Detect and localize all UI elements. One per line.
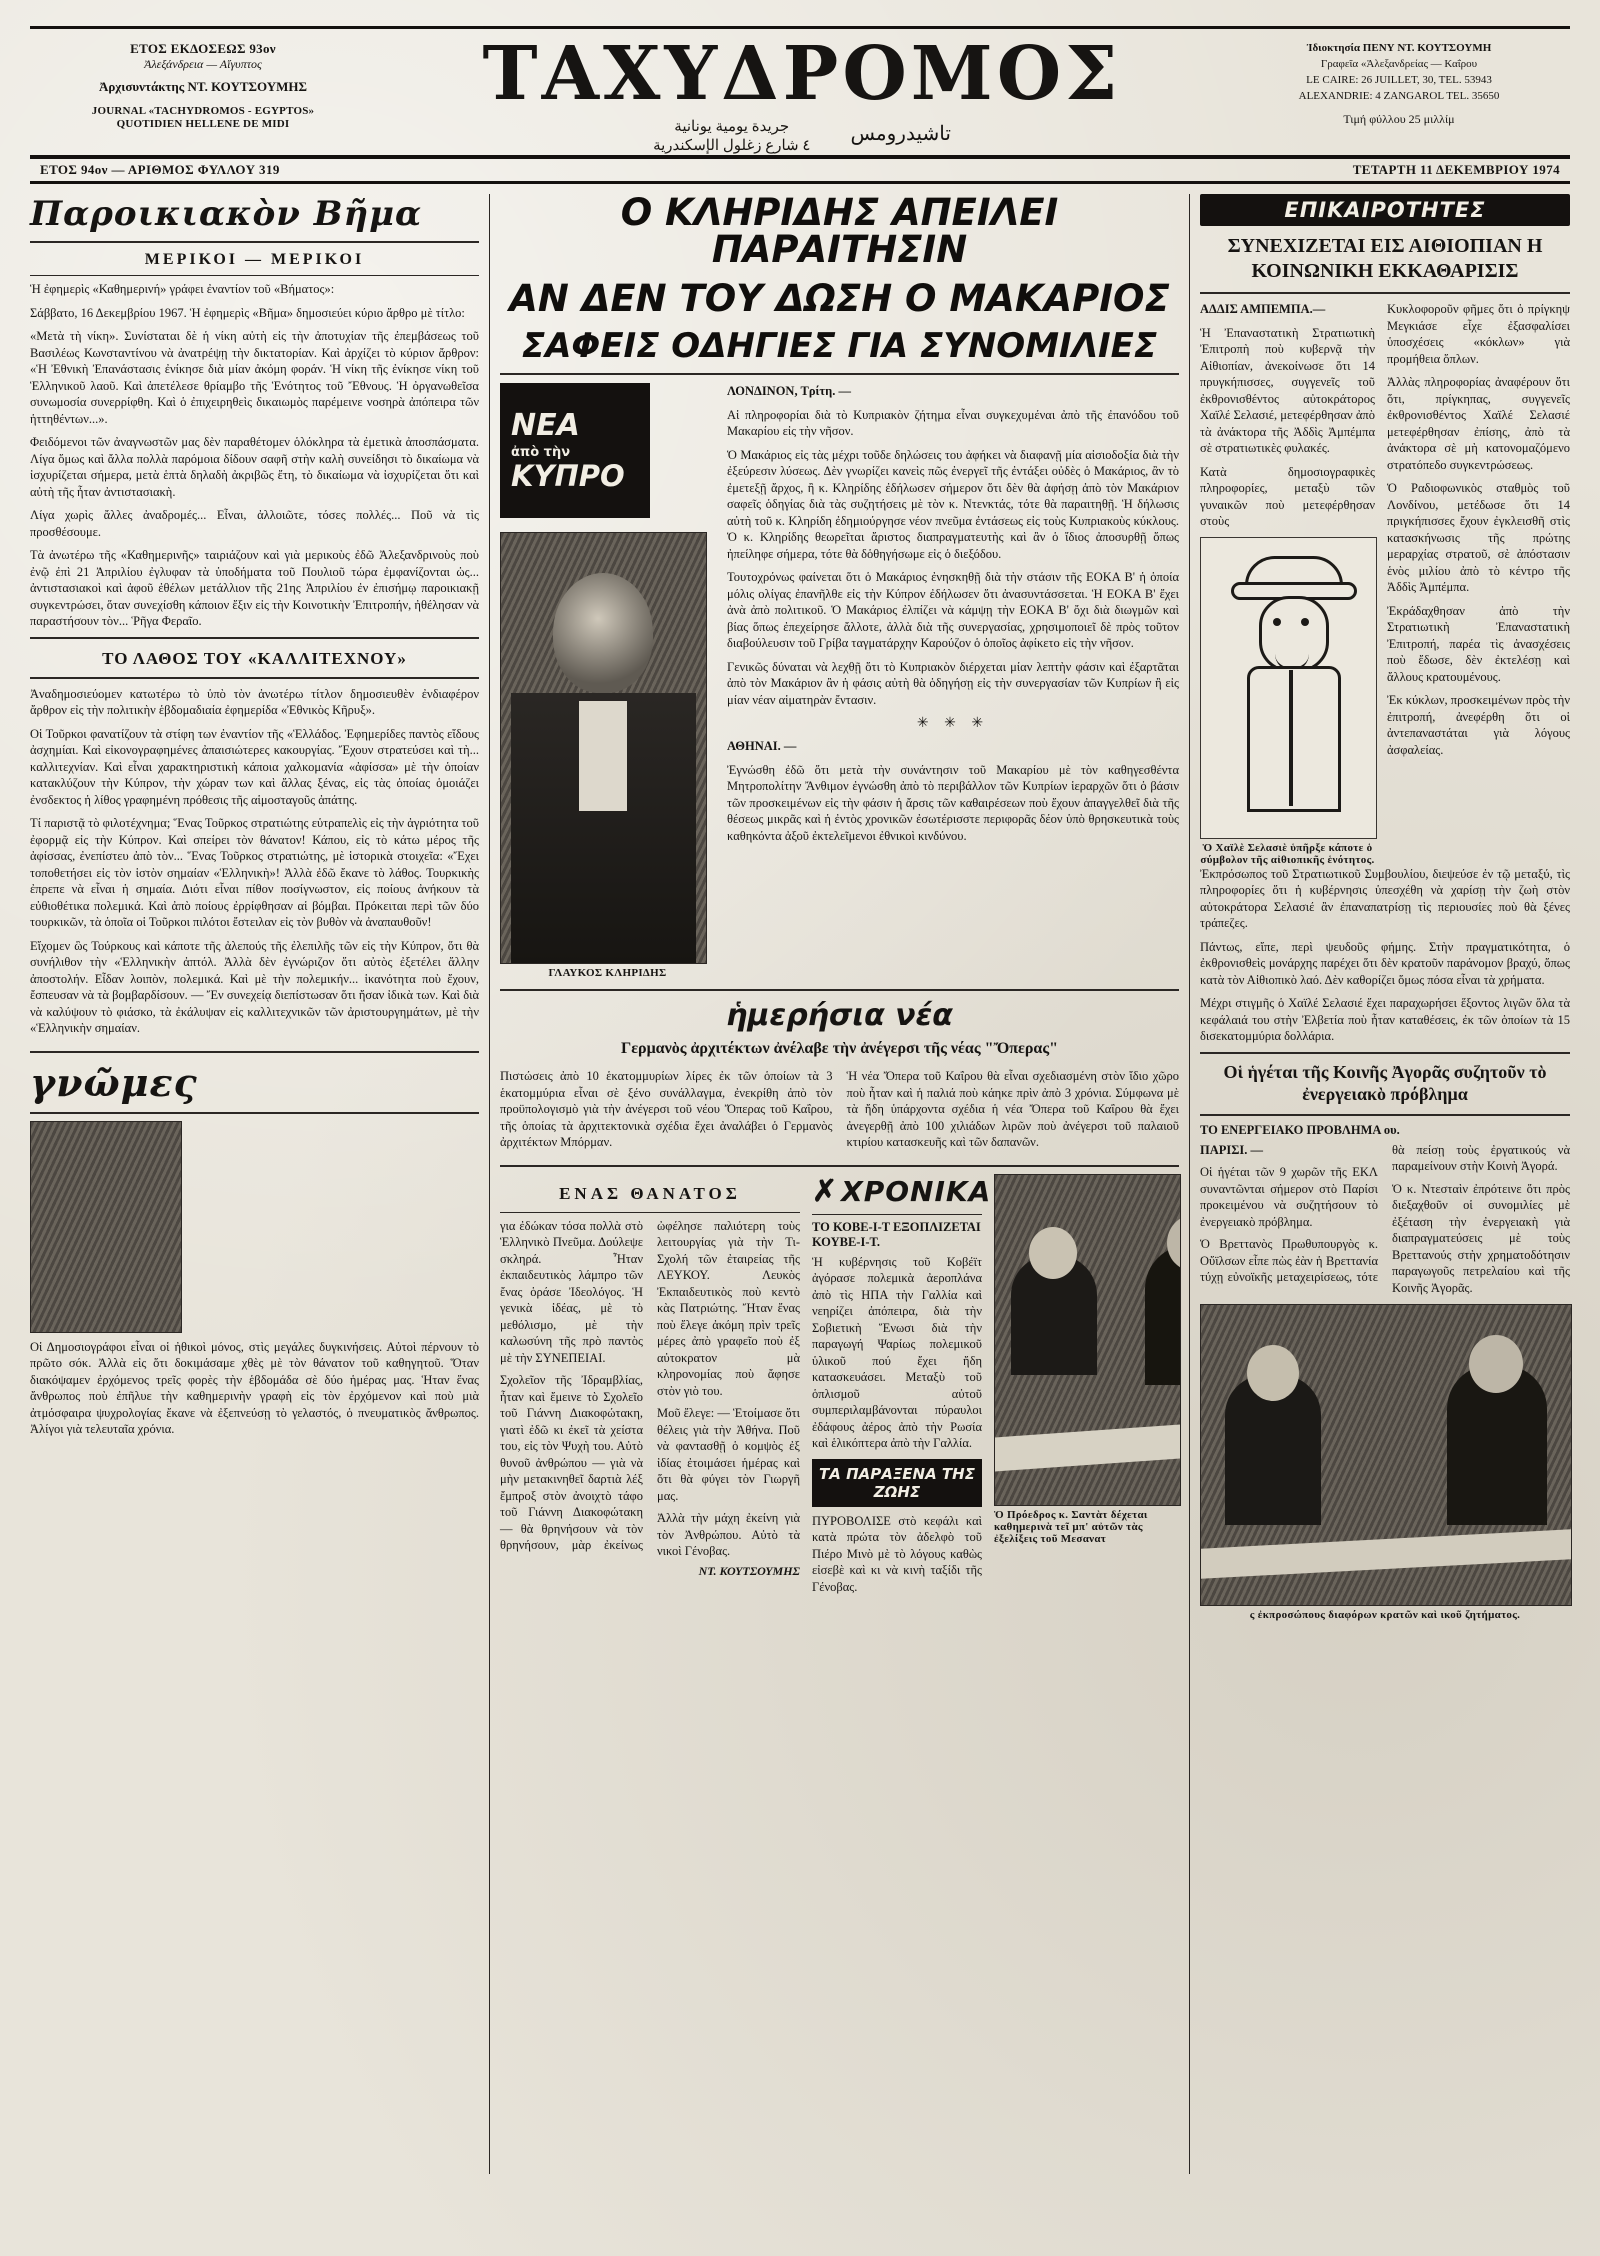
paraxena-badge: ΤΑ ΠΑΡΑΞΕΝΑ ΤΗΣ ΖΩΗΣ — [812, 1459, 982, 1507]
left-para-3: Φειδόμενοι τῶν ἀναγνωστῶν μας δὲν παραθέτομεν ὁλόκληρα τὰ ἐμετικὰ ἀποσπάσματα. Λίγα ὅμως καὶ ἄλλα πολλὰ παρόμοια δίδουν σαφῆ στὴν καλὴ συνείδησι τὸ δικαίωμα νὰ ἰσχυρίζεται σήμερα, μετὰ ἑπτὰ δηλαδὴ ἀκριβῶς ἔτη, τὸ δικαίωμα νὰ ἰσχυρίζεται ὅτι καὶ αὐτὴ τῆς ἦταν ἀντιστασιακὴ. — [30, 435, 479, 499]
right-body2-1: Ὁ Βρεττανὸς Πρωθυπουργὸς κ. Οὔϊλσων εἶπε πὼς ἐὰν ἡ Βρεττανία τύχῃ εὐνοϊκῆς μεταχειρίσεως, τότε θὰ πείσῃ τοὺς ἐργατικούς νὰ παραμείνουν στὴν Κοινὴ Ἀγορά. — [1200, 1142, 1570, 1285]
center-body1-3: Γενικῶς δύναται νὰ λεχθῇ ὅτι τὸ Κυπριακὸν διέρχεται μίαν λεπτὴν φάσιν καὶ ἐξαρτᾶται ἀπὸ τὸν Μακάριον ἂν ἡ φάσις αὐτὴ θὰ ὁδηγήσῃ εἰς τὴν συνεργασίαν τῶν Κυπρίων ἢ εἰς μίαν νέαν αἱματηρὰν ἔντασιν. — [727, 659, 1179, 707]
column-right — [1190, 194, 1570, 2174]
column-center — [490, 191, 1190, 2174]
stamp-line-3: ΚΥΠΡΟ — [511, 458, 625, 493]
publication-place: Ἀλεξάνδρεια — Αἴγυπτος — [144, 57, 262, 72]
sadat-meeting-photo — [994, 1174, 1181, 1506]
headline-line-2: ΑΝ ΔΕΝ ΤΟΥ ΔΩΣΗ Ο ΜΑΚΑΡΙΟΣ — [509, 277, 1170, 321]
left2-para-1: Οἱ Τοῦρκοι φανατίζουν τὰ στίφη των ἐναντίον τῆς «Ἑλλάδος. Ἐφημερίδες παντὸς εἴδους ἀσχημίαι. Καὶ εἰκονογραφημένες ἀπαισιώτερες κακουργίας. Ἔχουν στρατεύσει καὶ τὴ... καλλιτεχνίαν. Καὶ εἶναι χαρακτηριστικὴ κάποια χαλκομανία «ἀφίσσα» μὲ τὴν ὁποίαν κατακλύζουν τὴν Κύπρον, τὴν χώραν των καὶ ἄλλας ξένας, εἰς τὰς ὁποίας ὁμοιάζει ἐνσδεκτος ἡ λίθος γραφημένη πρόθεσις τῆς αἱμοσταγοῦς ἀπάτης. — [30, 726, 479, 807]
journal-name-fr: JOURNAL «TACHYDROMOS - EGYPTOS» — [91, 104, 315, 117]
opinions-text: Οἱ Δημοσιογράφοι εἶναι οἱ ἠθικοὶ μόνος, στὶς μεγάλες δυγκινήσεις. Αὐτοὶ πέρνουν τὸ πρῶτο σόκ. Ἀλλὰ εἰς ὅτι δοκιμάσαμε χθὲς μὲ τὸν θάνατον τοῦ καθηγητοῦ. Ὅταν διακόψαμεν ἐρχόμενος τρεῖς φορὲς τὴν ἑβδομάδα σὲ δύο ἡμέρας μας. Ἡταν ἕνας ἄνθρωπος ποὺ ἐπῆλυε τὴν καθημερινὴν γραφὴ εἰς τὸν ἐρχόμενον καὶ ποὺ μιὰ ἀτμόσφαιρα ψυχρολογίας ἔκανε νὰ ἐξεπνεύσῃ τὸ γελαστός, ὁ πνευματικὸς ἄνθρωπος. Ἀλίγοι γιὰ τελευταῖα χρόνια. — [30, 1339, 479, 1437]
right-dateline-2: ΠΑΡΙΣΙ. — — [1200, 1142, 1264, 1157]
column-left — [30, 194, 490, 2174]
left-para-4: Λίγα χωρὶς ἄλλες ἀναδρομές... Εἶναι, ἀλλοιῶτε, τόσες πολλές... Ποῦ νὰ τὶς προσθέσουμε. — [30, 508, 479, 539]
masthead-left — [30, 35, 376, 136]
center-body1-0: Αἱ πληροφορίαι διὰ τὸ Κυπριακὸν ζήτημα εἶναι συγκεχυμέναι ἀπὸ τῆς ἐπανόδου τοῦ Μακαρίου εἰς τὴν νῆσον. — [727, 407, 1179, 439]
kliridis-photo — [500, 532, 707, 964]
left2-para-0: Ἀναδημοσιεύομεν κατωτέρω τὸ ὑπὸ τὸν ἀνωτέρω τίτλον δημοσιευθὲν ἐνδιαφέρον ἄρθρον εἰς τὴν πολιτικὴν ἑβδομαδιαία ἐφημερίδα «Ἐθνικὸς Κῆρυξ». — [30, 686, 479, 718]
haile-selassie-cartoon — [1200, 537, 1377, 839]
section-title-paroikiakon-vima: Παροικιακὸν Βῆμα — [30, 194, 423, 235]
subheading-enas-thanatos: ΕΝΑΣ ΘΑΝΑΤΟΣ — [559, 1183, 741, 1203]
right-body-1: Κατὰ δημοσιογραφικὲς πληροφορίες, μεταξὺ τῶν γυναικῶν ποὺ μετεφέρθησαν στοὺς — [1200, 464, 1375, 529]
kliridis-photo-caption: ΓΛΑΥΚΟΣ ΚΛΗΡΙΔΗΣ — [548, 967, 667, 980]
chronika-body: Ἡ κυβέρνησις τοῦ Κοβέϊτ ἀγόρασε πολεμικὰ ἀεροπλάνα ἀπὸ τὶς ΗΠΑ τὴν Γαλλία καὶ νεηρίζει ἀπόπειρα, διὰ τὴν Σοβιετικὴ Ἕνωσι διὰ τὴν παραγωγή Ψαρίως πολεμικοῦ ὑλικοῦ πού ἔχει ἤδη κατασκευάσει. Μεταξὺ τοῦ ὁπλισμοῦ αὐτοῦ συμπεριλαμβάνονται πύραυλοι ἐδάφους ἀέρος ἀπὸ τὴν Ρωσία καὶ ἑλικόπτερα ἀπὸ τὴν Γαλλία. — [812, 1254, 982, 1451]
death-body-3: Ἀλλὰ τὴν μάχη ἐκείνη γιὰ τὸν Ἀνθρώπου. Αὐτὸ τὰ νικοὶ Γένοβας. — [657, 1511, 800, 1559]
chronika-header: ΧΡΟΝΙΚΑ — [841, 1174, 992, 1208]
main-headline — [500, 191, 1179, 367]
left-para-1: Σάββατο, 16 Δεκεμβρίου 1967. Ἡ ἐφημερὶς «Βῆμα» δημοσιεύει κύριο ἄρθρο μὲ τίτλο: — [30, 305, 465, 320]
right-body-7: Ἐκπρόσωπος τοῦ Στρατιωτικοῦ Συμβουλίου, διεψεύσε ἐν τῷ μεταξύ, τὶς πληροφορίες ὅτι ἡ κυβέρνησις ὑπεσχέθη νὰ χαρίσῃ τὴν ζωὴ στὸν αὐτοκράτορα Σελασιέ ἂν ἐπαναπατρίσῃ τὶς περιουσίες ποὺ θὰ ξένες τράπεζες. — [1200, 866, 1570, 931]
stamp-line-2: ἀπὸ τὴν — [511, 444, 571, 460]
right-body-9: Μέχρι στιγμῆς ὁ Χαϊλέ Σελασιέ ἔχει παραχωρήσει ἕξοντος λιγῶν ὅλα τὰ κεφάλαιά του στὴν Ἐλβετία ποὺ ἦταν καταθέσεις, ἐκ τῶν ὁποίων τὰ 15 δισεκατομμύρια δολλάρια. — [1200, 996, 1570, 1044]
right-body-6: Ἐκ κύκλων, προσκειμένων πρὸς τὴν ἐπιτροπή, ἀνεφέρθη ὅτι οἱ ἀντεπαναστάται γιὰ λόγους ἀσφαλείας. — [1387, 693, 1570, 757]
right-body2-0: Οἱ ἡγέται τῶν 9 χωρῶν τῆς ΕΚΛ συναντῶνται σήμερον στὸ Παρίσι προκειμένου νὰ συζητήσουν τὸ ἐνεργειακὸ πρόβλημα. — [1200, 1165, 1378, 1229]
kypros-stamp — [500, 383, 650, 518]
right-headline-2: Οἱ ἡγέται τῆς Κοινῆς Ἀγορᾶς συζητοῦν τὸ ἐνεργειακὸ πρόβλημα — [1223, 1061, 1547, 1105]
right-dateline: ΑΔΔΙΣ ΑΜΠΕΜΠΑ.— — [1200, 302, 1326, 317]
death-body-0: για ἐδώκαν τόσα πολλὰ στὸ Ἑλληνικὸ Πνεῦμα. Δούλεψε σκληρά. Ἦταν ἐκπαιδευτικὸς λάμπρο τῶν ἔνας ὁράσε Ἰδεολόγος. Ἡ γενικὰ ἰδέας, μὲ τὸ μεθόλισμο, μὲ τὴν καλωσύνη τῆς πρὸ παντὸς μὲ τὴν ΣΥΝΕΠΕΙΑΙ. — [500, 1218, 643, 1365]
headline-line-1: Ο ΚΛΗΡΙΔΗΣ ΑΠΕΙΛΕΙ ΠΑΡΑΙΤΗΣΙΝ — [620, 191, 1059, 272]
right-body-5: Ἐκράδαχθησαν ἀπὸ τὴν Στρατιωτικὴ Ἐπαναστατικὴ Ἐπιτροπή, παρέα τὶς ἀνασχέσεις ποὺ ἔδωσε, δὲν ἐκτελέσῃ καὶ ἄλλους κρατουμένους. — [1387, 603, 1570, 684]
article-signature: ΝΤ. ΚΟΥΤΣΟΥΜΗΣ — [698, 1563, 800, 1578]
arabic-line-2: ٤ شارع زغلول الإسكندرية — [653, 138, 811, 155]
center-dateline-2: ΑΘΗΝΑΙ. — — [727, 739, 797, 754]
chronika-x-icon: ✗ — [812, 1174, 838, 1208]
arabic-logotype: تاشيدرومس — [850, 122, 951, 145]
right-body-8: Πάντως, εἴπε, περὶ ψευδοῦς φήμης. Στὴν πραγματικότητα, ὁ ἐκθρονισθεὶς μονάρχης παρέχει ὅτι δὲν κρατοῦν παράνομον βραχύ, ὅπως κατὰ τὸν Αἰθιοπικὸ λαό. Δὲν καθορίζει ὅμως πόσα εἶναι τὰ χρήματα. — [1200, 939, 1570, 987]
masthead — [30, 26, 1570, 158]
page-body — [30, 191, 1570, 2174]
imerisia-body-0: Πιστώσεις ἀπὸ 10 ἑκατομμυρίων λίρες ἐκ τῶν ὁποίων τὰ 3 ἑκατομμύρια εἶναι σὲ ξένο συνάλλαγμα, ἐνεκρίθη ἀπὸ τὸν προϋπολογισμὸ γιὰ τὴν ἀνέγερσι τοῦ νέου Ὄπερας τοῦ Καΐρου, τῆς ὁποίας τὰ ἀρχιτεκτονικὰ σχέδια ἔχει ἀναλάβει ὁ Γερμανὸς ἀρχιτέκτων Μπόρμαν. — [500, 1069, 833, 1150]
paraxena-body: ΠΥΡΟΒΟΛΙΣΕ στὸ κεφάλι καὶ κατὰ πρώτα τὸν ἀδελφὸ τοῦ Πιέρο Μινὸ μὲ τὸ λόγους καθὼς εἰσεβὲ καὶ κι νὰ κινὴ ταξίδι τῆς Γένοβας. — [812, 1513, 982, 1594]
owner-line: Ἰδιοκτησία ΠΕΝΥ ΝΤ. ΚΟΥΤΣΟΥΜΗ — [1306, 42, 1492, 54]
right-body-2: Κυκλοφοροῦν φῆμες ὅτι ὁ πρίγκηψ Μεγκιάσε εἶχε ἐξασφαλίσει ὑποσχέσεις «κόκλων» γιὰ προμήθεια ὅπλων. — [1387, 302, 1570, 366]
issue-number: ΕΤΟΣ 94ον — ΑΡΙΘΜΟΣ ΦΥΛΛΟΥ 319 — [40, 162, 280, 178]
left-para-2: «Μετὰ τὴ νίκη». Συνίσταται δὲ ἡ νίκη αὐτὴ εἰς τὴν ἀποτυχίαν τῆς ἐπεμβάσεως τοῦ Βασιλέως Κωνσταντίνου νὰ ἀνατρέψῃ τὴν δικτατορίαν. Καὶ ἀρχίζει τὸ κύριον ἄρθρον: «Ἡ Ἐθνικὴ Ἐπανάστασις ἐνίκησε διὰ μίαν ἀκόμη φοράν. Ἡ νίκη τῆς ἐνίκησε νίκη τοῦ Ἑλληνικοῦ λαοῦ. Καὶ ἀπετέλεσε θρίαμβο τῆς Ἑνότητος τοῦ Ἔθνους. Ἡ ὀργανωθεῖσα συνωμοσία συνερρίφθη. Καὶ ὁ ἐπιχειρηθεὶς δικαιωμὸς παρέμεινε νοσηρὰ ἀπόπειρα τῶν ἡττηθέντων...». — [30, 329, 479, 426]
opinions-photo — [30, 1121, 182, 1333]
issue-date: ΤΕΤΑΡΤΗ 11 ΔΕΚΕΜΒΡΙΟΥ 1974 — [1352, 162, 1560, 178]
left-para-5: Τὰ ἀνωτέρω τῆς «Καθημερινῆς» ταιριάζουν καὶ γιὰ μερικοὺς ἐδῶ Ἀλεξανδρινοὺς ποὺ ἐνῷ ἐπὶ 21 Ἀπριλίου ἐγλυφαν τὰ ὑποδήματα τοῦ Πουλιοῦ τώρα ἐμφανίζονται ὡς... ἀντιστασιακοὶ καὶ ἀφοῦ ἐθέλων μετάλλιον τῆς 21ης Ἀπριλίου ἐν ἐπισήμῳ παροικιακῇ συγκεντρώσει, ὅταν συνεχίσθη κάποιον ἔξιν εἰς τὴν Κοινοτικὴν Ἐπιτροπήν, ἠθέλησαν νὰ παραστήσουν τὸν... Ῥῆγα Φεραῖο. — [30, 548, 479, 629]
offices-line: Γραφεῖα «Ἀλεξανδρείας — Καΐρου — [1320, 57, 1478, 70]
editor-line: Ἀρχισυντάκτης ΝΤ. ΚΟΥΤΣΟΥΜΗΣ — [98, 79, 308, 95]
center-body1-2: Τουτοχρόνως φαίνεται ὅτι ὁ Μακάριος ἐνησκηθῇ διὰ τὴν στάσιν τῆς ΕΟΚΑ Β' ἡ ὁποία μόλις ολίγας ἐπανῆλθε εἰς τὴν Κύπρον ἐδήλωσεν ὅτι ἀνασυντάσσεται. Ἡ ΕΟΚΑ Β' ἔχει ἀνὰ ἀπὸ πολιτικοῦ. Ὁ Μακάριος ἐλπίζει νὰ κάμψῃ τὴν ΕΟΚΑ Β' ὄχι διὰ διωγμῶν καὶ βίας ὅπως ἐπεχείρησε ἄλλοτε, ἀλλὰ διὰ τῆς συνεργασίας, χρησιμοποιεῖ δὲ πρὸς τοῦτον διαβούλευσιν τοῦ Γρίβα ταγματάρχην Καρούζον ὁ ὁποῖος ἀφίκετο εἰς τὴν νῆσον. — [727, 570, 1179, 651]
headline-line-3: ΣΑΦΕΙΣ ΟΔΗΓΙΕΣ ΓΙΑ ΣΥΝΟΜΙΛΙΕΣ — [521, 326, 1158, 367]
stamp-line-1: ΝΕΑ — [511, 407, 580, 443]
center-body2-0: Ἐγνώσθη ἐδῶ ὅτι μετὰ τὴν συνάντησιν τοῦ Μακαρίου μὲ τὸν καθηγεσθέντα Μητροπολίτην Ἄνθιμον ἐγνώσθη ἀπὸ τὸ περιβάλλον τῶν Κυπρίων ἱεραρχῶν ὅτι ὁ βάσιν τῶν προσκειμένων εἰς τὴν φάσιν ἡ ἄρσις τῶν καθαιρέσεων ποὺ ἔχουν ἀπαγγελθεῖ διὰ τῆς θέσεως μικρᾶς καὶ ἡ ἐντὸς χρονικῶν ἐσωτέρισστε περιφορᾶς δέον ὑπὸ θρησκευτικὰ τοὺς καθηκόντα ἀξοῦ ἐκτελεῖμενοι ἐθνικοὶ κινδύνου. — [727, 762, 1179, 843]
subheading-lathos-kallitechnou: ΤΟ ΛΑΘΟΣ ΤΟΥ «ΚΑΛΛΙΤΕΧΝΟΥ» — [102, 648, 407, 668]
right-body-3: Ἀλλὰς πληροφορίας ἀναφέρουν ὅτι ὅτι, πρίγκηπας, συγγενεῖς ἐκθρονισθέντος Χαϊλέ Σελασιέ μετεφέρθησαν ἐπίσης, ἀπὸ τὰ ἀνάκτορα σὲ μὴ κατονομαζόμενο στρατόπεδο συγκεντρώσεως. — [1387, 375, 1570, 472]
left2-para-3: Εἴχομεν ὣς Τούρκους καὶ κάποτε τῆς ἀλεπούς τῆς ἐλεπιλῆς τῶν εἰς τὴν Κύπρον, ὅτι θὰ συνήλιθον τὴν «Ἑλληνικὴν ἀπτόλ. Ἀλλὰ δὲν ἐγνώριζον ὅτι αὐτὸς ἐξετέλει ἄλλην ἀποστολήν. Εἶδαν λοιπὸν, πολεμικά. Καὶ μὲ τὴν πολεμικήν... ἱκανότητα ποὺ ἔχουν, ἔσπευσαν νὰ τὰ βομβαρδίσουν. — Ἔν συνεχείᾳ διεπίστωσαν ὅτι ἤσαν ἰδικὰ των. Καὶ διὰ νὰ καλύψουν τὸ φιάσκο, τὰ ἐκάλυψαν εἰς καλλιτεχνικῶν τῶν ἀριστουργημάτων, μὲ τὴν «Ἑλληνικὴν σημαίαν. — [30, 938, 479, 1036]
cairo-address: LE CAIRE: 26 JUILLET, 30, TEL. 53943 — [1306, 73, 1492, 86]
section-title-gnomes: γνῶμες — [30, 1059, 198, 1105]
epikairotites-banner: ΕΠΙΚΑΙΡΟΤΗΤΕΣ — [1200, 194, 1570, 226]
cartoon-caption: Ὁ Χαϊλὲ Σελασιὲ ὑπῆρξε κάποτε ὁ σύμβολον τῆς αἰθιοπικῆς ἑνότητος. — [1200, 841, 1375, 866]
imerisia-nea-header: ἡμερήσια νέα — [726, 998, 953, 1034]
arabic-subtitle — [653, 117, 810, 155]
section-divider-stars: ✳ ✳ ✳ — [916, 716, 990, 732]
right-subheading-2: ΤΟ ΕΝΕΡΓΕΙΑΚΟ ΠΡΟΒΛΗΜΑ ου. — [1200, 1122, 1400, 1137]
right-body-4: Ὁ Ραδιοφωνικὸς σταθμὸς τοῦ Λονδίνου, μετέδωσε ὅτι 14 πριγκήπισσες ἔχουν ἐγκλεισθῆ στὶς κατασκήνωσις τῆς πρώτης μεραρχίας στρατοῦ, σὲ ἀπόστασιν ἑνὸς μιλίου ἀπὸ τὸ κέντρο τῆς Ἀδδὶς Ἀμπέμπα. — [1387, 481, 1570, 595]
right-body2-2: Ὁ κ. Ντεσταὶν ἐπρότεινε ὅτι πρὸς διεξαχθοῦν οἱ συνομιλίες μὲ ἐξέταση τὴν ἐνεργειακὴ γιὰ διαπραγματεύσεις μὲ τοὺς Βρεττανούς στὴν χρηματοδότησιν παραγωγοῦς πετρελαίου καὶ τῆς Κοινῆς Ἀγορᾶς. — [1392, 1181, 1570, 1295]
imerisia-body-1: Ἡ νέα Ὄπερα τοῦ Καΐρου θὰ εἶναι σχεδιασμένη στὸν ἴδιο χῶρο ποὺ ἦταν καὶ ἡ παλιά ποὺ κάηκε πρὶν ἀπὸ 3 χρόνια. Σύμφωνα μὲ τὰ ἤδη ὑπάρχοντα σχέδια ἡ νέα Ὄπερα τοῦ Καΐρου θὰ ἔχει ἀνεγερθῇ ἀπὸ 100 χιλιάδων λιρῶν ποὺ ἀνέγερσι τοῦ παλαιοῦ κτιρίου κατασκευῆς καὶ τῶν δαπανῶν. — [846, 1069, 1179, 1150]
chronika-subheading: ΤΟ ΚΟΒΕ-Ι-Τ ΕΞΟΠΛΙΖΕΤΑΙ ΚΟΥΒΕ-Ι-Τ. — [812, 1219, 981, 1249]
publication-year: ΕΤΟΣ ΕΚΔΟΣΕΩΣ 93ον — [130, 41, 276, 56]
right-headline-1: ΣΥΝΕΧΙΖΕΤΑΙ ΕΙΣ ΑΙΘΙΟΠΙΑΝ Η ΚΟΙΝΩΝΙΚΗ ΕΚΚΑΘΑΡΙΣΙΣ — [1227, 235, 1543, 283]
imerisia-subheadline: Γερμανὸς ἀρχιτέκτων ἀνέλαβε τὴν ἀνέγερσι τῆς νέας "Ὄπερας" — [621, 1040, 1058, 1058]
journal-subtitle-fr: QUOTIDIEN HELLENE DE MIDI — [116, 118, 290, 131]
masthead-center — [376, 31, 1228, 155]
sadat-photo-caption-left: Ὁ Πρόεδρος κ. Σαντὰτ δέχεται καθημερινὰ τεῖ μπ' αὐτῶν τὰς ἐξελίξεις τοῦ Μεσανατ — [994, 1508, 1148, 1545]
alexandria-address: ALEXANDRIE: 4 ZANGAROL TEL. 35650 — [1298, 89, 1500, 102]
left2-para-2: Τί παριστᾷ τὸ φιλοτέχνημα; Ἕνας Τοῦρκος στρατιώτης εὑτραπελὶς εἰς τὴν ἀγριότητα τοῦ ἐφορμᾷ εἰς τὴν Κύπρον. Καὶ σπείρει τὸν θάνατον! Κάπου, εἰς τὸ κάτω μέρος τῆς ἀφίσσας, ἐνεπίστευ ἀπὸ τὸν... Ἕνας Τοῦρκος στρατιώτης, μὲ ἱστορικὰ στοιχεῖα: «Ἔχει τοποθετήσει εἰς τὸν ἱστὸν σημαίαν «Ἑλληνικὴ»! Ἀλλὰ ἐδῶ ἔκανε τὸ λάθος. Τουρκικὴς ἐπρεπε νὰ εἶναι ἡ σημαία. Διότι εἶναι πίθον ποσίγνωστον, εἰς ποίους ἀνήκουν τὰ εὐθιοθέτικα πολεμικά. Καὶ ἀπὸ ποίους ἐρρίφθησαν αἱ βόμβαι. Πρόκειται περὶ τῶν δύο τουρκικῶν, τὰ ὁποῖα οἱ Τοῦρκοι πιλότοι ἔστειλαν εἰς τὸν βυθὸν νὰ ἀναπαυθοῦν! — [30, 816, 479, 930]
right-body-0: Ἡ Ἐπαναστατικὴ Στρατιωτικὴ Ἐπιτροπὴ ποὺ κυβερνᾷ τὴν Αἰθιοπίαν, ἀνεκοίνωσε ὅτι 14 πρυγκήπισσες, συγγενεῖς τοῦ ἐκθρονισθέντος αὐτοκράτορος Χαϊλέ Σελασιέ, μετεφέρθησαν ἀπὸ τὰ ἀνάκτορα τῆς Ἀδδὶς Ἀμπέμπα σὲ στρατιωτικὲς φυλακές. — [1200, 325, 1375, 456]
left-para-0: Ἡ ἐφημερὶς «Καθημερινή» γράφει ἐναντίον τοῦ «Βήματος»: — [30, 282, 335, 297]
death-body-1: Σχολεῖον τῆς Ἰδραμβλίας, ἦταν καὶ ἔμεινε τὸ Σχολεῖο τοῦ Γιάννη Διακοφώτακη, γιατὶ ἐδῶ κι ἐκεῖ τὰ χείστα του, εἰς τὸν Ψυχὴ του. Αὐτὸ θυνοῦ ἀνθρώπου — γιὰ νὰ μὴν μετακινηθεῖ δαρτιὰ λέξ ἔμπροξ στὸν ἀνοιχτὸ τάφο τοῦ Γιάννη Διακοφώτακη — θὰ θρηνήσουν νὰ τὸν θρηνήσουν, μὰρ ἐκείνως ὠφέλησε παλιότερη τοὺς λειτουργίας γιὰ τὴν Τι-Σχολή τῶν ἐταιρείας τῆς ΛΕΥΚΟΥ. Λευκὸς Ἐκπαιδευτικὸς ποὺ κεντὸ κὰς Πατριώτης. Ἤταν ἔνας ποὺ ἔλεγε ἀκόμη πρὶν τρεῖς μέρες ἀπὸ γραφεῖο ποὺ ἐξ αὐτοκρατον μὰ κληρονομίας ποὺ ἄφησε στὸν γιὸ του. — [500, 1218, 800, 1553]
center-dateline-1: ΛΟΝΔΙΝΟΝ, Τρίτη. — — [727, 384, 851, 399]
subheading-merikoi: ΜΕΡΙΚΟΙ — ΜΕΡΙΚΟΙ — [144, 251, 365, 269]
newspaper-title: ΤΑΧΥΔΡΟΜΟΣ — [482, 31, 1122, 117]
center-body1-1: Ὁ Μακάριος εἰς τὰς μέχρι τοῦδε δηλώσεις του ἀφήκει νὰ διαφανῇ μία αἰσιοδοξία διὰ τὴν ἐξεύρεσιν λύσεως. Δὲν γνωρίζει κανεὶς πῶς ἐνεργεῖ τῆς ἐντάξει οὐδὲς ὁ Μακάριος, ἂν τὸ ἐμετεξῇ ἄρχος, ἢ κ. Κληρίδης ἐδήλωσεν σήμερον ὅτι δὲν θὰ ἀφήσῃ ἀπὸ τὸν Μακάριον σαφεῖς ὁδηγίας διὰ τὰς συζητήσεις μὲ τὸν κ. Ντενκτάς, τότε θὰ παραιτηθῇ. Ἡ δήλωσις αὐτὴ τοῦ κ. Κληρίδη ἐδημιούργησε νέον πνεῦμα ἐντάσεως εἰς τοὺς Κυπριακοὺς κύκλους. Ὁ κ. Κληρίδης θεωρεῖται ἄριστος διαπραγματευτὴς καὶ ἂν ὁ ἴδιος ἀποσυρθῇ ὅπως ἠπείληφε σήμερα, τότε θὰ δὁθηγήσωμε εἰς ὁ διεξόδου. — [727, 447, 1179, 561]
masthead-right — [1228, 35, 1570, 132]
masthead-issue-bar — [30, 158, 1570, 184]
arabic-line-1: جريدة يومية يونانية — [674, 119, 790, 136]
price-line: Τιμή φύλλου 25 μιλλίμ — [1343, 111, 1455, 126]
common-market-photo — [1200, 1304, 1572, 1606]
death-body-2: Μοῦ ἔλεγε: — Ἑτοίμασε ὅτι θέλεις γιὰ τὴν Ἀθήνα. Ποῦ νὰ φαντασθῇ ὁ κομψὸς ἐξ ἰδίας ἐτοιμάσει ἡμέρας καὶ ὅτι θὰ φύγει τὸν Γιωργῆ μας. — [657, 1406, 801, 1503]
common-market-photo-caption: ς ἐκπροσώπους διαφόρων κρατῶν καὶ ικοῦ ζητήματος. — [1249, 1609, 1521, 1622]
